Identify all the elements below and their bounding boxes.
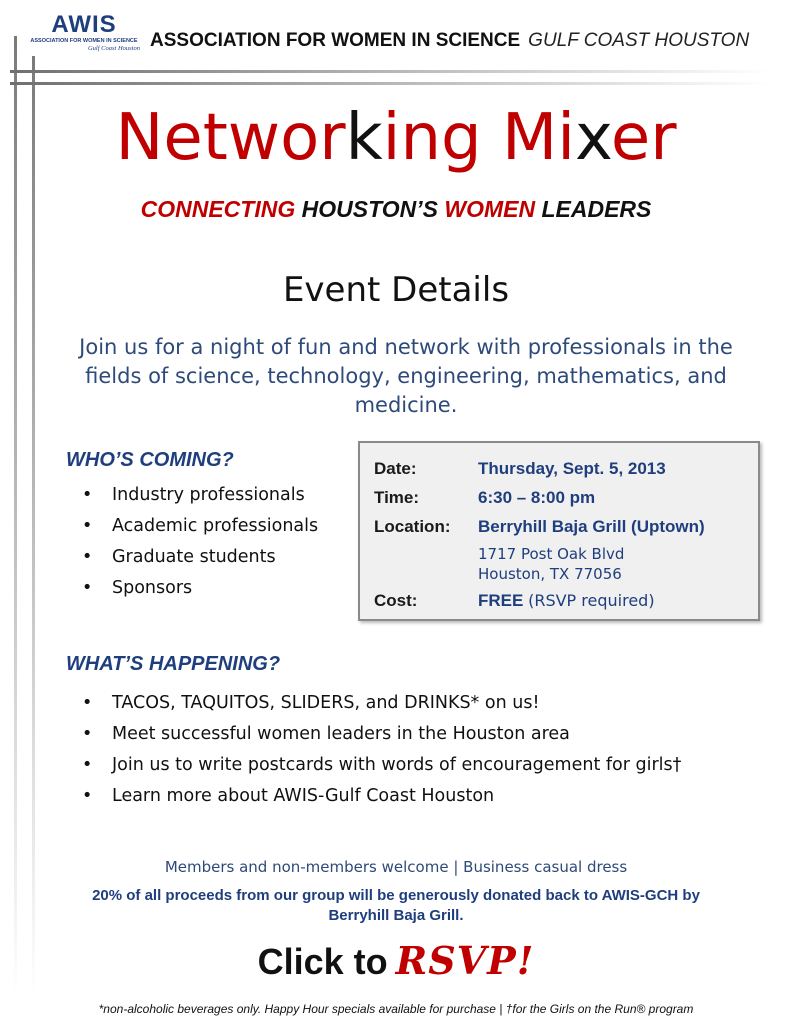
time-label: Time: bbox=[374, 488, 420, 507]
click-to-text: Click to bbox=[257, 941, 388, 982]
title-part-1: Networ bbox=[115, 101, 346, 175]
logo-chapter: Gulf Coast Houston bbox=[87, 45, 140, 52]
cost-label: Cost: bbox=[374, 591, 418, 610]
logo-tagline: ASSOCIATION FOR WOMEN IN SCIENCE bbox=[30, 38, 138, 44]
list-item: • Academic professionals bbox=[64, 511, 318, 542]
page-title bbox=[0, 98, 792, 178]
location-value: Berryhill Baja Grill (Uptown) bbox=[478, 517, 705, 536]
list-item: • Sponsors bbox=[64, 573, 318, 604]
proceeds-note: 20% of all proceeds from our group will be generously donated back to AWIS-GCH by Berryhill Baja Grill. bbox=[92, 887, 700, 924]
list-item: • Join us to write postcards with words of encouragement for girls† bbox=[64, 750, 681, 781]
event-details-heading: Event Details bbox=[282, 270, 510, 310]
footnote: *non-alcoholic beverages only. Happy Hour specials available for purchase | †for the Girls on the Run® program bbox=[98, 1002, 694, 1016]
rsvp-link[interactable]: RSVP! bbox=[395, 938, 535, 983]
page-subtitle bbox=[0, 196, 792, 223]
subtitle-word-1: CONNECTING bbox=[140, 196, 296, 222]
date-value: Thursday, Sept. 5, 2013 bbox=[478, 459, 666, 478]
list-item: • TACOS, TAQUITOS, SLIDERS, and DRINKS* on us! bbox=[64, 688, 681, 719]
org-name: ASSOCIATION FOR WOMEN IN SCIENCE bbox=[150, 30, 521, 51]
logo-wordmark: AWIS bbox=[51, 11, 117, 38]
members-welcome-note: Members and non-members welcome | Business casual dress bbox=[164, 858, 628, 876]
subtitle-word-3: WOMEN bbox=[444, 196, 536, 222]
address-line-2: Houston, TX 77056 bbox=[478, 565, 622, 583]
title-part-5: er bbox=[610, 101, 677, 175]
subtitle-word-2: HOUSTON’S bbox=[301, 196, 438, 222]
subtitle-word-4: LEADERS bbox=[541, 196, 652, 222]
awis-logo bbox=[22, 12, 146, 53]
location-label: Location: bbox=[374, 517, 451, 536]
cost-note: (RSVP required) bbox=[528, 591, 655, 610]
address-line-1: 1717 Post Oak Blvd bbox=[478, 545, 625, 563]
list-item: • Industry professionals bbox=[64, 480, 318, 511]
whats-happening-list bbox=[64, 688, 681, 812]
frame-line-horizontal-1 bbox=[10, 70, 770, 73]
title-part-3: ing Mi bbox=[382, 101, 575, 175]
title-part-4: x bbox=[574, 101, 611, 175]
event-intro: Join us for a night of fun and network with professionals in the fields of science, technology, engineering, mathematics, and medicine. bbox=[79, 335, 733, 417]
frame-line-vertical-1 bbox=[14, 36, 17, 996]
title-part-2: k bbox=[345, 101, 383, 175]
rsvp-call-to-action bbox=[0, 938, 792, 983]
list-item: • Meet successful women leaders in the Houston area bbox=[64, 719, 681, 750]
whos-coming-heading: WHO’S COMING? bbox=[66, 449, 234, 471]
list-item: • Graduate students bbox=[64, 542, 318, 573]
frame-line-horizontal-2 bbox=[10, 82, 770, 85]
whos-coming-list bbox=[64, 480, 318, 604]
cost-value bbox=[478, 591, 655, 611]
time-value: 6:30 – 8:00 pm bbox=[478, 488, 596, 507]
list-item: • Learn more about AWIS-Gulf Coast Houston bbox=[64, 781, 681, 812]
whats-happening-heading: WHAT’S HAPPENING? bbox=[66, 653, 281, 675]
org-chapter: GULF COAST HOUSTON bbox=[528, 30, 750, 51]
date-label: Date: bbox=[374, 459, 417, 478]
cost-free: FREE bbox=[478, 591, 524, 610]
org-header bbox=[150, 30, 749, 52]
event-details-box bbox=[358, 441, 760, 621]
